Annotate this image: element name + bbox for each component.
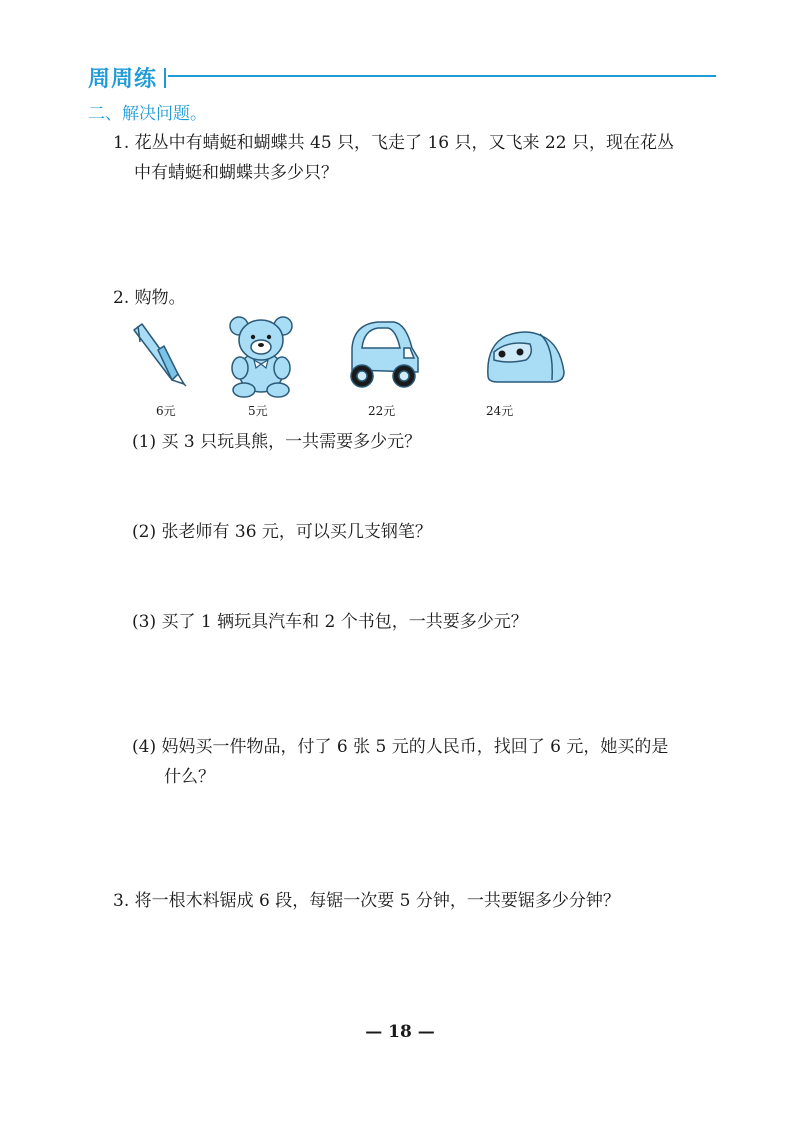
toy-car-icon — [344, 318, 424, 396]
question-2-sub-4-line-2: 什么？ — [164, 767, 215, 787]
question-1-line-1: 1. 花丛中有蜻蜓和蝴蝶共 45 只，飞走了 16 只，又飞来 22 只，现在花丛 — [113, 133, 674, 153]
school-bag-icon — [482, 326, 572, 390]
question-2-sub-4-line-1: (4) 妈妈买一件物品，付了 6 张 5 元的人民币，找回了 6 元，她买的是 — [132, 737, 669, 757]
page-number: — 18 — — [365, 1022, 435, 1042]
pen-icon — [128, 322, 192, 392]
teddy-bear-icon — [226, 314, 296, 402]
header-rule — [168, 75, 716, 77]
school-bag-price: 24元 — [486, 404, 514, 418]
page-header — [88, 62, 716, 92]
header-divider — [164, 68, 166, 88]
question-2-sub-1: (1) 买 3 只玩具熊，一共需要多少元？ — [132, 432, 422, 452]
question-1-line-2: 中有蜻蜓和蝴蝶共多少只？ — [134, 163, 338, 183]
question-2-title: 2. 购物。 — [113, 288, 186, 308]
section-title: 二、解决问题。 — [88, 104, 207, 124]
header-title: 周周练 — [88, 67, 158, 92]
teddy-bear-price: 5元 — [248, 404, 268, 418]
question-2-sub-3: (3) 买了 1 辆玩具汽车和 2 个书包，一共要多少元？ — [132, 612, 528, 632]
pen-price: 6元 — [156, 404, 176, 418]
question-2-sub-2: (2) 张老师有 36 元，可以买几支钢笔？ — [132, 522, 432, 542]
question-3: 3. 将一根木料锯成 6 段，每锯一次要 5 分钟，一共要锯多少分钟？ — [113, 891, 620, 911]
toy-car-price: 22元 — [368, 404, 396, 418]
